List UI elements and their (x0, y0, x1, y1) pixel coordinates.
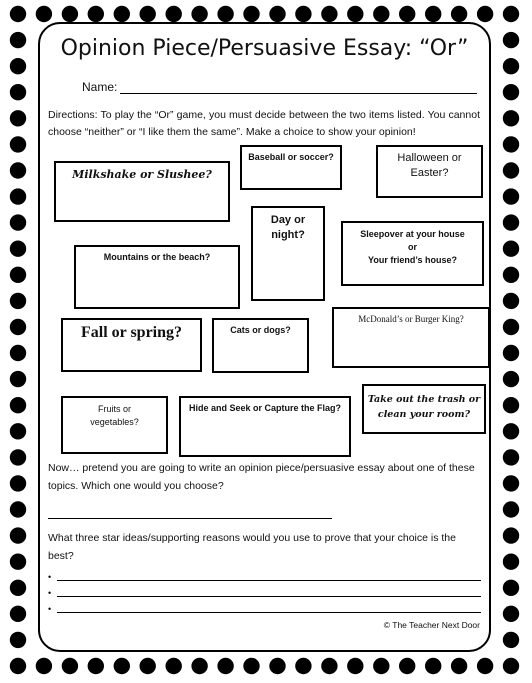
box-label: Hide and Seek or Capture the Flag? (188, 403, 342, 413)
border-dot (36, 6, 52, 22)
border-dot (503, 267, 519, 283)
border-dot (503, 188, 519, 204)
box-mcdonalds-or-burger-king (332, 307, 490, 368)
border-dot (10, 110, 26, 126)
border-dot (399, 658, 415, 674)
answer-line (57, 612, 481, 613)
border-dot (10, 32, 26, 48)
border-dot (503, 136, 519, 152)
box-label: or (408, 242, 417, 252)
border-dot (321, 658, 337, 674)
border-dot (10, 371, 26, 387)
border-dot (477, 6, 493, 22)
border-dot (451, 6, 467, 22)
border-dot (503, 214, 519, 230)
border-dot (10, 293, 26, 309)
border-dot (114, 6, 130, 22)
name-label: Name: (82, 80, 118, 94)
border-dot (321, 6, 337, 22)
border-dot (373, 658, 389, 674)
border-dot (10, 267, 26, 283)
border-dot (503, 580, 519, 596)
border-dot (62, 6, 78, 22)
border-dot (477, 658, 493, 674)
border-dot (503, 6, 519, 22)
box-cats-or-dogs (212, 318, 309, 373)
border-dot (10, 6, 26, 22)
box-label: Mountains or the beach? (103, 252, 211, 262)
box-trash-or-room (362, 384, 486, 434)
page-title: Opinion Piece/Persuasive Essay: “Or” (60, 36, 469, 61)
bullet-icon: • (48, 604, 52, 614)
border-dot (503, 84, 519, 100)
border-dot (425, 6, 441, 22)
border-dot (503, 293, 519, 309)
box-day-or-night (251, 206, 325, 301)
box-fall-or-spring (61, 318, 202, 372)
border-dot (503, 501, 519, 517)
box-mountains-or-beach (74, 245, 240, 309)
border-dot (503, 241, 519, 257)
border-dot (503, 397, 519, 413)
border-dot (503, 32, 519, 48)
directions-text: Directions: To play the “Or” game, you must decide between the two items listed. You cannot choose “neither” or “I like them the same”. Make a choice to show your opinion! (48, 109, 480, 138)
border-dot (503, 606, 519, 622)
border-dot (269, 6, 285, 22)
border-dot (10, 162, 26, 178)
border-dot (62, 658, 78, 674)
border-dot (503, 554, 519, 570)
box-label: Fruits or vegetables? (90, 404, 139, 427)
border-dot (217, 658, 233, 674)
border-dot (347, 6, 363, 22)
border-dot (399, 6, 415, 22)
border-dot (191, 6, 207, 22)
border-dot (503, 162, 519, 178)
border-dot (10, 84, 26, 100)
border-dot (10, 423, 26, 439)
border-dot (503, 371, 519, 387)
border-dot (451, 658, 467, 674)
box-label: Sleepover at your house (360, 229, 465, 239)
bullet-icon: • (48, 588, 52, 598)
border-dot (10, 501, 26, 517)
border-dot (503, 449, 519, 465)
border-dot (10, 188, 26, 204)
border-dot (10, 241, 26, 257)
border-dot (10, 580, 26, 596)
border-dot (10, 397, 26, 413)
border-dot (166, 658, 182, 674)
box-label: Fall or spring? (80, 324, 183, 341)
answer-line (57, 596, 481, 597)
border-dot (243, 658, 259, 674)
border-dot (503, 632, 519, 648)
border-dot (503, 658, 519, 674)
border-dot (114, 658, 130, 674)
border-dot (269, 658, 285, 674)
border-dot (10, 658, 26, 674)
border-dot (503, 423, 519, 439)
reason-line-3[interactable] (48, 603, 482, 617)
border-dot (10, 606, 26, 622)
border-dot (88, 658, 104, 674)
answer-line (57, 580, 481, 581)
name-line[interactable] (120, 93, 477, 94)
reason-line-2[interactable] (48, 587, 482, 601)
border-dot (295, 658, 311, 674)
box-baseball-or-soccer (240, 145, 342, 190)
border-dot (166, 6, 182, 22)
border-dot (217, 6, 233, 22)
border-dot (10, 554, 26, 570)
box-halloween-or-easter (376, 145, 483, 198)
border-dot (503, 475, 519, 491)
border-dot (10, 527, 26, 543)
border-dot (10, 58, 26, 74)
border-dot (373, 6, 389, 22)
bullet-icon: • (48, 572, 52, 582)
border-dot (503, 110, 519, 126)
border-dot (295, 6, 311, 22)
border-dot (425, 658, 441, 674)
border-dot (140, 6, 156, 22)
box-label: Day or night? (270, 214, 306, 241)
border-dot (10, 449, 26, 465)
box-label: Halloween or Easter? (397, 152, 462, 179)
border-dot (10, 475, 26, 491)
box-label: Cats or dogs? (230, 325, 291, 335)
question-supporting-reasons: What three star ideas/supporting reasons would you use to prove that your choice is the best? (48, 532, 456, 562)
border-dot (10, 632, 26, 648)
box-label: Baseball or soccer? (248, 152, 334, 162)
box-label: Milkshake or Slushee? (72, 168, 212, 181)
reason-line-1[interactable] (48, 571, 482, 585)
border-dot (10, 214, 26, 230)
topic-answer-line[interactable] (48, 518, 332, 519)
copyright-notice: © The Teacher Next Door (383, 620, 480, 630)
border-dot (503, 527, 519, 543)
box-hide-and-seek (179, 396, 351, 457)
box-fruits-or-vegetables (61, 396, 168, 454)
box-sleepover (341, 221, 484, 286)
border-dot (10, 345, 26, 361)
border-dot (88, 6, 104, 22)
question-choose-topic: Now… pretend you are going to write an opinion piece/persuasive essay about one of these topics. Which one would you choose? (48, 462, 475, 492)
border-dot (140, 658, 156, 674)
border-dot (10, 136, 26, 152)
box-label: Take out the trash or clean your room? (367, 394, 481, 420)
border-dot (191, 658, 207, 674)
border-dot (10, 319, 26, 335)
border-dot (36, 658, 52, 674)
border-dot (503, 345, 519, 361)
box-label: McDonald’s or Burger King? (358, 314, 464, 324)
border-dot (503, 319, 519, 335)
border-dot (347, 658, 363, 674)
border-dot (503, 58, 519, 74)
box-milkshake-or-slushee (54, 161, 230, 222)
box-label: Your friend’s house? (367, 255, 457, 265)
border-dot (243, 6, 259, 22)
